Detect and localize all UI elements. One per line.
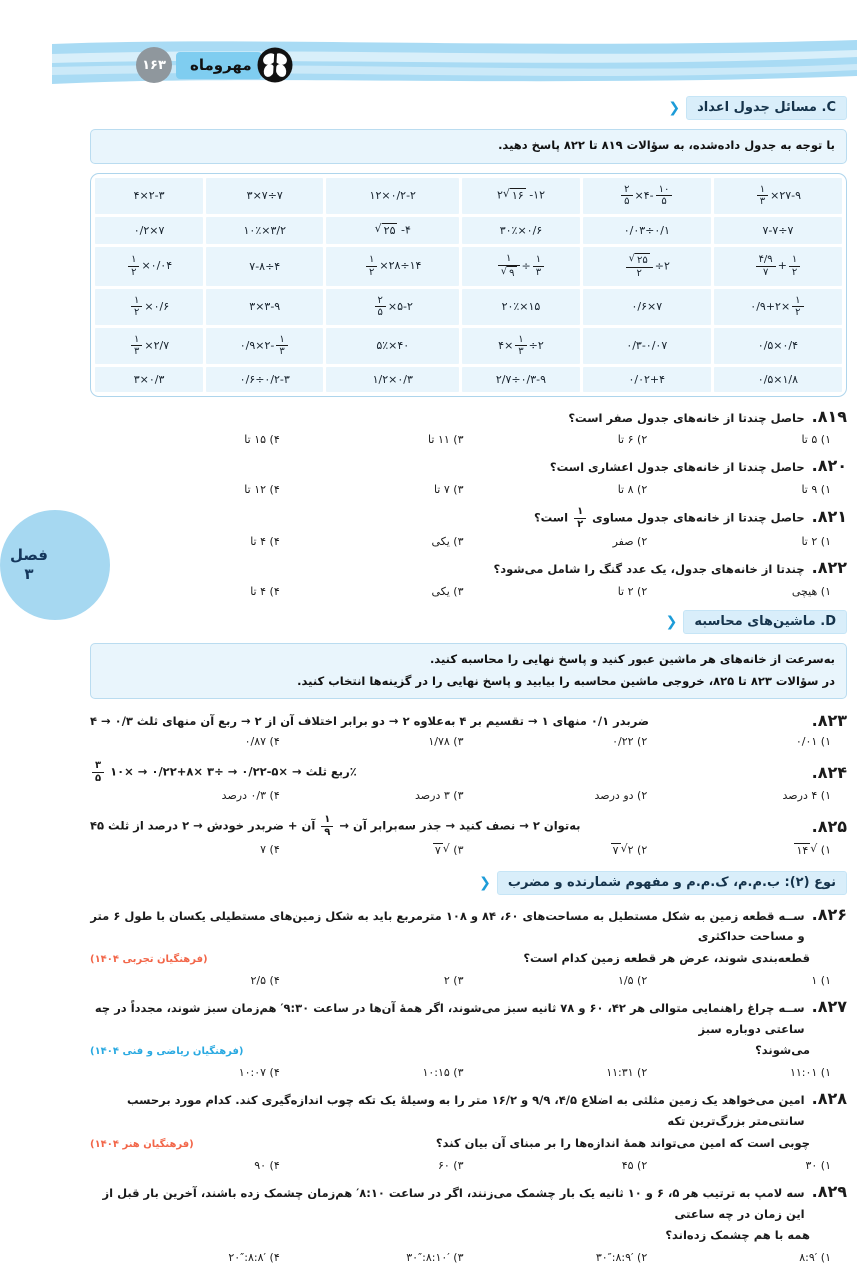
option-1: ۱) ۱۱:۰۱: [789, 1066, 831, 1080]
question-number: ۸۲۶.: [811, 904, 847, 924]
question-827: [90, 997, 847, 1039]
option-4: ۴) ۰/۸۷: [244, 735, 280, 749]
option-3: ۳) ۱۰:۱۵: [422, 1066, 464, 1080]
option-3: ۳) ۸:۱۰′:۳۰″: [406, 1250, 464, 1264]
option-3: ۳) ۶۰: [437, 1158, 464, 1172]
option-1: ۱) ۴ درصد: [782, 789, 831, 803]
option-3: ۳) یکی: [431, 535, 464, 549]
table-row: [95, 367, 842, 392]
table-row: [95, 178, 842, 214]
section-c-title: C. مسائل جدول اعداد: [686, 96, 847, 120]
option-3: ۳) یکی: [431, 584, 464, 598]
exam-source-tag: (فرهنگیان تجربی ۱۴۰۴): [90, 954, 208, 966]
question-number: ۸۲۳.: [811, 711, 847, 731]
option-3: ۳) ۲: [443, 974, 464, 988]
table-cell: ۵٪×۴۰: [326, 328, 459, 364]
table-cell: ۰/۰۳÷۰/۱: [583, 217, 711, 244]
machine-chain: به‌توان ۲ → نصف کنید → جذر سه‌برابر آن → $\frac{۱}{۹}$ آن + ضربدر خودش → ۲ درصد از ثلث ۴۵: [90, 814, 581, 838]
fraction: $\frac{۲}{۵}$: [375, 295, 386, 319]
options-828: [90, 1159, 847, 1172]
fraction: $\frac{۱}{۳}$: [515, 334, 526, 358]
option-3: ۳) ۱/۷۸: [428, 735, 464, 749]
question-text-continued: قطعه‌بندی شوند، عرض هر قطعه زمین کدام است؟: [523, 951, 810, 966]
question-number: ۸۲۰.: [811, 456, 847, 476]
table-row: [95, 328, 842, 364]
question-text-continued: می‌شوند؟: [755, 1043, 810, 1058]
instruction-box-d: [90, 643, 847, 700]
option-1: ۱) ۹ تا: [801, 483, 831, 497]
question-826: [90, 905, 847, 947]
table-cell: ۴×۲-۳: [95, 178, 203, 214]
option-4: ۴) ۴ تا: [250, 584, 280, 598]
question-number: ۸۲۲.: [811, 558, 847, 578]
table-cell: ۰/۵×۰/۴: [714, 328, 842, 364]
option-4: ۴) ۸:۸′:۲۰″: [228, 1250, 280, 1264]
fraction: $\frac{۱}{۲}$: [128, 254, 139, 278]
option-2: ۲) ۱/۵: [618, 974, 648, 988]
question-829-line2: [90, 1225, 810, 1246]
option-2: ۲) ۲ تا: [617, 584, 648, 598]
page-number-badge: ۱۶۳: [136, 47, 172, 83]
radical: √ ۲۵: [374, 221, 396, 237]
question-829: [90, 1182, 847, 1224]
option-2: ۲) ۲ √ ۷: [612, 842, 648, 858]
table-cell: ۱ √ ۹ ÷ $\frac{۱}{۳}$: [462, 247, 580, 286]
table-cell: √ ۲۵ -۴: [326, 217, 459, 244]
question-number: ۸۲۷.: [811, 997, 847, 1017]
option-4: ۴) ۹۰: [254, 1158, 280, 1172]
table-cell: $\frac{۱}{۳}$ ×۲/۷: [95, 328, 203, 364]
table-cell: ۲/۷÷۰/۳-۹: [462, 367, 580, 392]
table-cell: ۱۲×۰/۲-۲: [326, 178, 459, 214]
fraction: $\frac{۱}{۳}$: [533, 254, 544, 278]
radical: √ ۱۶: [502, 187, 524, 203]
table-cell: ۴× $\frac{۱}{۳}$ ÷۲: [462, 328, 580, 364]
table-cell: $\frac{۱}{۲}$ ×۰/۰۴: [95, 247, 203, 286]
option-4: ۴) ۴ تا: [250, 535, 280, 549]
table-row: [95, 247, 842, 286]
table-cell: ۱/۲×۰/۳: [326, 367, 459, 392]
heading-chevron-icon: ❮: [665, 613, 678, 630]
option-2: ۲) ۱۱:۳۱: [606, 1066, 648, 1080]
option-2: ۲) صفر: [612, 535, 648, 549]
table-cell: ۷-۷÷۷: [714, 217, 842, 244]
question-text: ســه قطعه زمین به شکل مستطیل به مساحت‌های ۶۰، ۸۴ و ۱۰۸ مترمربع باید به شکل زمین‌های مستطیلی یکسان با طول ۶ متر و مساحت حداکثری: [90, 908, 805, 944]
table-cell: ۳×۷÷۷: [206, 178, 323, 214]
section-c-heading: [90, 96, 847, 120]
radical: √ ۱۴: [796, 842, 818, 858]
instruction-line-2: در سؤالات ۸۲۳ تا ۸۲۵، خروجی ماشین محاسبه را بیابید و پاسخ نهایی را در گزینه‌ها انتخاب کنید.: [297, 673, 835, 688]
page-content: [90, 90, 847, 1264]
instruction-box-c: با توجه به جدول داده‌شده، به سؤالات ۸۱۹ تا ۸۲۲ پاسخ دهید.: [90, 129, 847, 164]
brand-name: مهروماه: [176, 52, 262, 79]
fraction: $\frac{۱}{۲}$: [366, 254, 377, 278]
options-819: [90, 433, 847, 446]
brand-lockup: [136, 46, 294, 84]
option-4: ۴) ۱۲ تا: [244, 483, 280, 497]
table-cell: ۰/۰۲+۴: [583, 367, 711, 392]
table-cell: $\frac{۴/۹}{۷}$ + $\frac{۱}{۲}$: [714, 247, 842, 286]
fraction: $\frac{۱}{۲}$: [131, 295, 142, 319]
question-text: چندتا از خانه‌های جدول، یک عدد گنگ را شامل می‌شود؟: [493, 562, 805, 577]
question-823: [90, 711, 847, 730]
exam-source-tag: (فرهنگیان هنر ۱۴۰۴): [90, 1138, 194, 1150]
question-number: ۸۱۹.: [811, 406, 847, 426]
question-826-line2: [90, 948, 810, 969]
option-3: ۳) ۷ تا: [433, 483, 464, 497]
question-text: سه لامپ به ترتیب هر ۵، ۶ و ۱۰ ثانیه یک بار چشمک می‌زنند، اگر در ساعت ۸:۱۰′ هم‌زمان چشمک زده باشند، آخرین بار قبل از این زمان در چه ساعتی: [102, 1185, 805, 1221]
table-cell: ۰/۶×۷: [583, 289, 711, 325]
option-1: ۱) هیچی: [791, 584, 831, 598]
table-cell: $\frac{۲}{۵}$ ×۴- $\frac{۱۰}{۵}$: [583, 178, 711, 214]
question-number: ۸۲۵.: [811, 816, 847, 836]
option-2: ۲) ۸ تا: [617, 483, 648, 497]
question-text-continued: چوبی است که امین می‌تواند همهٔ اندازه‌ها را بر مبنای آن بیان کند؟: [435, 1135, 810, 1150]
options-825: [90, 843, 847, 858]
question-822: [90, 558, 847, 580]
option-3: ۳) ۳ درصد: [415, 789, 464, 803]
fraction: $\frac{۱}{۲}$: [574, 506, 586, 530]
option-4: ۴) ۲/۵: [250, 974, 280, 988]
question-824: [90, 760, 847, 784]
option-4: ۴) ۱۵ تا: [244, 433, 280, 447]
fraction: $\frac{۱۰}{۵}$: [656, 184, 673, 208]
question-825: [90, 814, 847, 838]
radical: √ ۷: [612, 842, 628, 858]
option-1: ۱) ۵ تا: [801, 433, 831, 447]
options-822: [90, 585, 847, 598]
book-page: [10, 0, 857, 1264]
radical: √ ۹: [500, 265, 515, 279]
option-4: ۴) ۰/۳ درصد: [221, 789, 280, 803]
fraction: $\frac{۱}{۹}$: [321, 814, 333, 838]
table-cell: ۲ √ ۱۶ -۱۲: [462, 178, 580, 214]
option-4: ۴) ۱۰:۰۷: [238, 1066, 280, 1080]
question-821: [90, 506, 847, 530]
table-cell: √ ۲۵ ۲ ÷۲: [583, 247, 711, 286]
options-823: [90, 735, 847, 748]
option-1: ۱) ۱: [811, 974, 831, 988]
table-row: [95, 217, 842, 244]
option-1: ۱) ۰/۰۱: [795, 735, 831, 749]
chapter-tab-label: فصل ۳: [10, 546, 48, 583]
table-cell: ۰/۶÷۰/۲-۳: [206, 367, 323, 392]
type2-heading: [90, 871, 847, 895]
question-828: [90, 1089, 847, 1131]
option-2: ۲) ۸:۹′:۳۰″: [595, 1250, 648, 1264]
heading-chevron-icon: ❮: [479, 874, 491, 891]
question-number: ۸۲۱.: [811, 506, 847, 526]
fraction: √ ۲۵ ۲: [626, 253, 653, 280]
fraction: $\frac{۳}{۵}$: [92, 760, 104, 784]
fraction: $\frac{۱}{۳}$: [757, 184, 768, 208]
question-828-line2: [90, 1133, 810, 1154]
number-table: [92, 175, 845, 395]
option-2: ۲) دو درصد: [594, 789, 648, 803]
section-d-heading: [90, 610, 847, 634]
fraction: $\frac{۱}{۲}$: [789, 254, 800, 278]
table-cell: ۰/۹×۲- $\frac{۱}{۳}$: [206, 328, 323, 364]
table-cell: ۲۰٪×۱۵: [462, 289, 580, 325]
table-cell: ۰/۵×۱/۸: [714, 367, 842, 392]
option-2: ۲) ۴۵: [621, 1158, 648, 1172]
options-826: [90, 974, 847, 987]
heading-chevron-icon: ❮: [668, 100, 681, 116]
question-820: [90, 456, 847, 478]
question-number: ۸۲۸.: [811, 1089, 847, 1109]
options-820: [90, 483, 847, 496]
option-1: ۱) ۲ تا: [801, 535, 831, 549]
fraction: ۱ √ ۹: [498, 253, 520, 280]
fraction: $\frac{۲}{۵}$: [621, 184, 632, 208]
question-text: امین می‌خواهد یک زمین مثلثی به اضلاع ۴/۵، ۹/۹ و ۱۶/۲ متر را به وسیلهٔ یک تکه چوب اندازه‌گیری کند. کدام مورد برحسب سانتی‌متر بزرگ‌ترین تکه: [127, 1093, 805, 1129]
options-821: [90, 535, 847, 548]
question-827-line2: [90, 1040, 810, 1061]
table-cell: $\frac{۱}{۲}$ ×۰/۶: [95, 289, 203, 325]
type2-title: نوع (۲): ب.م.م، ک.م.م و مفهوم شمارنده و مضرب: [497, 871, 847, 895]
option-3: ۳) √ ۷: [434, 842, 464, 858]
radical: √ ۲۵: [628, 253, 648, 267]
exam-source-tag: (فرهنگیان ریاضی و فنی ۱۴۰۴): [90, 1046, 244, 1058]
question-text: ســه چراغ راهنمایی متوالی هر ۴۲، ۶۰ و ۷۸ ثانیه سبز می‌شوند، اگر همهٔ آن‌ها در ساعت ۹:۳۰′ هم‌زمان سبز شوند، مجدداً در چه ساعتی دوباره سبز: [94, 1001, 805, 1036]
section-d-title: D. ماشین‌های محاسبه: [683, 610, 847, 634]
option-1: ۱) ۸:۹′: [799, 1250, 831, 1264]
table-cell: ۱۰٪×۳/۲: [206, 217, 323, 244]
question-text: حاصل چندتا از خانه‌های جدول صفر است؟: [568, 410, 805, 425]
option-2: ۲) ۶ تا: [617, 433, 648, 447]
instruction-line-1: به‌سرعت از خانه‌های هر ماشین عبور کنید و پاسخ نهایی را محاسبه کنید.: [429, 651, 835, 666]
table-cell: ۷-۸÷۴: [206, 247, 323, 286]
table-cell: ۰/۲×۷: [95, 217, 203, 244]
table-cell: ۰/۳-۰/۰۷: [583, 328, 711, 364]
fraction: $\frac{۱}{۳}$: [131, 334, 142, 358]
table-cell: ۳×۳-۹: [206, 289, 323, 325]
radical: √ ۷: [434, 842, 450, 858]
table-row: [95, 289, 842, 325]
table-cell: $\frac{۱}{۳}$ ×۲۷-۹: [714, 178, 842, 214]
fraction: $\frac{۱}{۲}$: [792, 295, 803, 319]
number-table-wrap: [90, 173, 847, 397]
option-1: ۱) √ ۱۴: [796, 842, 831, 858]
question-text-continued: همه با هم چشمک زده‌اند؟: [665, 1228, 810, 1243]
options-824: [90, 789, 847, 802]
machine-chain: $\frac{۳}{۵}$ ربع ثلث → ×۵-۰/۲۲ → ÷۳ ×۸+۰/۲۲ → ×۱۰٪: [90, 760, 357, 784]
question-number: ۸۲۴.: [811, 762, 847, 782]
option-3: ۳) ۱۱ تا: [428, 433, 464, 447]
question-text: حاصل چندتا از خانه‌های جدول اعشاری است؟: [549, 460, 805, 475]
table-cell: ۳۰٪×۰/۶: [462, 217, 580, 244]
options-829: [90, 1251, 847, 1264]
question-text: حاصل چندتا از خانه‌های جدول مساوی $\frac{۱}{۲}$ است؟: [533, 506, 805, 530]
butterfly-logo-icon: [256, 46, 294, 84]
table-cell: ۰/۹+۲× $\frac{۱}{۲}$: [714, 289, 842, 325]
fraction: $\frac{۱}{۳}$: [276, 334, 287, 358]
machine-chain: ۴ → ضربدر ۰/۱ منهای ۱ → تقسیم بر ۴ به‌علاوه ۲ → دو برابر اختلاف آن از ۲ → ربع آن منهای ثلث ۰/۳: [90, 713, 650, 728]
table-cell: $\frac{۱}{۲}$ ×۲۸÷۱۴: [326, 247, 459, 286]
fraction: $\frac{۴/۹}{۷}$: [756, 254, 776, 278]
option-1: ۱) ۳۰: [805, 1158, 831, 1172]
table-cell: ۳×۰/۳: [95, 367, 203, 392]
table-cell: $\frac{۲}{۵}$ ×۵-۲: [326, 289, 459, 325]
options-827: [90, 1066, 847, 1079]
option-4: ۴) ۷: [260, 843, 280, 857]
question-819: [90, 407, 847, 429]
question-number: ۸۲۹.: [811, 1181, 847, 1201]
option-2: ۲) ۰/۲۲: [612, 735, 648, 749]
